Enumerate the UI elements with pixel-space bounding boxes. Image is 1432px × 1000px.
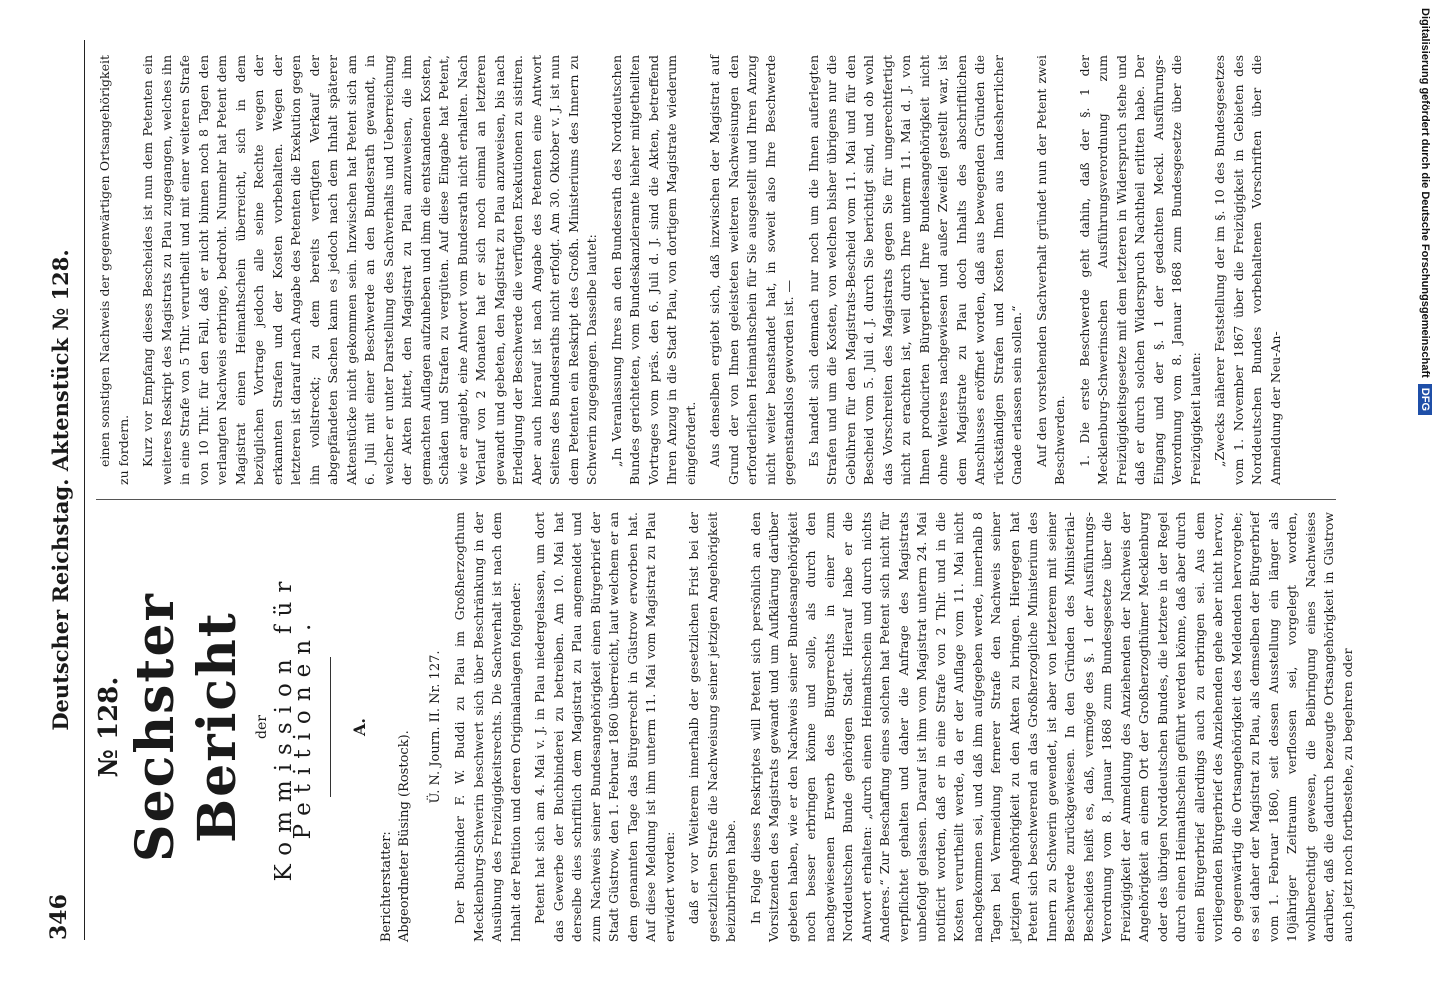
quoted-paragraph: Aus denselben ergiebt sich, daß inzwischen der Magistrat auf Grund der von Ihnen geleisteten weiteren Nachweisungen den erforderlichen Heimathschein für Sie ausgestellt und Ihren Anzug nicht weiter beanstandet hat, in soweit also Ihre Beschwerde gegenstandslos geworden ist. — (707, 55, 796, 485)
page-number: 346 (46, 894, 72, 940)
paragraph: Petent hat sich am 4. Mai v. J. in Plau niedergelassen, um dort das Gewerbe der Buchbinderei zu betreiben. Am 10. Mai hat derselbe dies schriftlich dem Magistrat zu Plau angemeldet und zum Nachweis seiner Bundesangehörigkeit einen Bürgerbrief der Stadt Güstrow, den 1. Februar 1860 überreicht, laut welchem er an dem genannten Tage das Bürgerrecht in Güstrow erworben hat. Auf diese Meldung ist ihm unterm 11. Mai vom Magistrat zu Plau erwidert worden: (532, 512, 677, 942)
title-connector: der (253, 715, 270, 739)
digitization-credit-text: Digitalisierung gefördert durch die Deutsche Forschungsgemeinschaft (1419, 8, 1431, 378)
page-header (40, 40, 85, 940)
paragraph: In Folge dieses Reskriptes will Petent sich persönlich an den Vorsitzenden des Magistrats gewandt und um Aufklärung darüber gebeten haben, wie er den Nachweis seiner Bundesangehörigkeit noch besser erbringen könne und solle, als durch den nachgewiesenen Erwerb des Bürgerrechts in einer zum Norddeutschen Bunde gehörigen Stadt. Hierauf habe er die Antwort erhalten: „durch einen Heimathschein und durch nichts Anderes.“ Zur Beschaffung eines solchen hat Petent sich nicht für verpflichtet gehalten und daher die Anfrage des Magistrats unbefolgt gelassen. Darauf ist ihm vom Magistrat unterm 24. Mai notificirt worden, daß er in eine Strafe von 2 Thlr. und in die Kosten verurtheilt werde, da er der Auflage vom 11. Mai nicht nachgekommen sei, und daß ihm aufgegeben werde, innerhalb 8 Tagen bei Vermeidung fernerer Strafe den Nachweis seiner jetzigen Angehörigkeit zu den Akten zu bringen. Hiergegen hat Petent sich beschwerend an das Großherzogliche Ministerium des Innern zu Schwerin gewendet, ist aber von letzterem mit seiner Beschwerde zurückgewiesen. In den Gründen des Ministerial-Bescheides heißt es, daß, vermöge des §. 1 der Ausführungs-Verordnung vom 8. Januar 1868 zum Bundesgesetze über die Freizügigkeit der Anmeldung des Anziehenden der Nachweis der Angehörigkeit an einem Ort der Großherzogthümer Mecklenburg oder des übrigen Norddeutschen Bundes, die letztere in der Regel durch einen Heimathschein geführt werden könne, daß aber durch einen Bürgerbrief allerdings auch zu erbringen sei. Aus dem vorliegenden Bürgerbrief des Anziehenden gehe aber nicht hervor, ob gegenwärtig die Ortsangehörigkeit des Meldenden hervorgehe; es sei daher der Magistrat zu Plau, als demselben der Bürgerbrief vom 1. Februar 1860, seit dessen Ausstellung ein länger als 10jähriger Zeitraum verflossen sei, vorgelegt worden, wohlberechtigt gewesen, die Beibringung eines Nachweises darüber, daß die dadurch bezeugte Ortsangehörigkeit in Güstrow auch jetzt noch fortbestehe, zu begehren oder (747, 512, 1355, 942)
left-column (96, 512, 1363, 942)
paragraph: Der Buchbinder F. W. Buddi zu Plau im Großherzogthum Mecklenburg-Schwerin beschwert sich über Beschränkung in der Ausübung des Freizügigkeitsrechts. Die Sachverhalt ist nach dem Inhalt der Petition und deren Originalanlagen folgender: (452, 512, 523, 942)
section-letter: A. (350, 718, 369, 736)
column-divider (96, 499, 1336, 500)
journal-reference: Ü. N. Journ. II. Nr. 127. (427, 650, 443, 804)
paragraph: „Zwecks näherer Feststellung der im §. 10 des Bundesgesetzes vom 1. November 1867 über die Freizügigkeit in Gebieten des Norddeutschen Bundes vorbehaltenen Vorschriften über die Anmeldung der Neu-An- (1212, 55, 1283, 485)
quoted-paragraph: „In Veranlassung Ihres an den Bundesrath des Norddeutschen Bundes gerichteten, vom Bundeskanzleramte hieher mitgetheilten Vortrages vom präs. den 6. Juli d. J. sind die Akten, betreffend Ihren Anzug in die Stadt Plau, von dortigem Magistrate wiederum eingefordert. (608, 55, 698, 485)
paragraph: Auf den vorstehenden Sachverhalt gründet nun der Petent zwei Beschwerden. (1033, 55, 1067, 485)
paragraph: einen sonstigen Nachweis der gegenwärtigen Ortsangehörigkeit zu fordern. (97, 55, 131, 485)
reporter-name: Abgeordneter Büsing (Rostock). (397, 730, 412, 942)
report-subtitle: Kommission für Petitionen. (271, 572, 316, 882)
paragraph: daß er vor Weiterem innerhalb der gesetzlichen Frist bei der gesetzlichen Strafe die Nachweisung seiner jetzigen Angehörigkeit beizubringen habe. (686, 512, 738, 942)
quoted-paragraph: Es handelt sich demnach nur noch um die Ihnen auferlegten Strafen und um die Kosten, von welchen bisher übrigens nur die Gebühren für den Magistrats-Bescheid vom 11. Mai und für den Bescheid vom 5. Juli d. J. durch Sie berichtigt sind, und ob wohl das Vorschreiten des Magistrats gegen Sie für ungerechtfertigt nicht zu erachten ist, weil durch Ihre unterm 11. Mai d. J. von Ihnen producirten Bürgerbrief Ihre Bundesangehörigkeit nicht ohne Weiteres nachgewiesen und außer Zweifel gestellt war, ist dem Magistrate zu Plau doch Inhalts des abschriftlichen Anschlusses eröffnet worden, daß aus bewegenden Gründen die rückständigen Strafen und Kosten Ihnen aus landesherrlicher Gnade erlassen sein sollen.“ (805, 55, 1024, 485)
document-number: № 128. (94, 676, 124, 778)
digitization-credit (1412, 8, 1432, 998)
right-column (96, 55, 1291, 485)
reporter-label: Berichterstatter: (378, 831, 394, 942)
paragraph: 1. Die erste Beschwerde geht dahin, daß der §. 1 der Mecklenburg-Schwerinschen Ausführungsverordnung zum Freizügigkeitsgesetze mit dem letzteren in Widerspruch stehe und daß er durch solchen Widerspruch Nachtheil erlitten habe. Der Eingang und der §. 1 der gedachten Meckl. Ausführungs-Verordnung vom 8. Januar 1868 zum Bundesgesetze über die Freizügigkeit lauten: (1076, 55, 1203, 485)
title-rule (330, 657, 331, 797)
dfg-logo: DFG (1418, 384, 1432, 415)
paragraph: Kurz vor Empfang dieses Bescheides ist nun dem Petenten ein weiteres Reskript des Magistrats zu Plau zugegangen, welches ihn in eine Strafe von 5 Thlr. verurtheilt und mit einer weiteren Strafe von 10 Thlr. für den Fall, daß er nicht binnen noch 8 Tagen den verlangten Nachweis erbringe, bedroht. Nunmehr hat Petent dem Magistrat einen Heimathschein überreicht, sich in dem bezüglichen Vortrage jedoch alle seine Rechte wegen der erkannten Strafen und der Kosten vorbehalten. Wegen der letzteren ist darauf nach Angabe des Petenten die Exekution gegen ihn vollstreckt; zu dem bereits verfügten Verkauf der abgepfändeten Sachen kann es jedoch nach dem Inhalt späterer Aktenstücke nicht gekommen sein. Inzwischen hat Petent sich am 6. Juli mit einer Beschwerde an den Bundesrath gewandt, in welcher er unter Darstellung des Sachverhalts und Ueberreichung der Akten bittet, den Magistrat zu Plau anzuweisen, die ihm gemachten Auflagen aufzuheben und ihm die entstandenen Kosten, Schäden und Strafen zu vergüten. Auf diese Eingabe hat Petent, wie er angiebt, eine Antwort vom Bundesrath nicht erhalten. Nach Verlauf von 2 Monaten hat er sich noch einmal an letzteren gewandt und gebeten, den Magistrat zu Plau anzuweisen, bis nach Erledigung der Beschwerde die verfügten Exekutionen zu sistiren. Aber auch hierauf ist nach Angabe des Petenten eine Antwort Seitens des Bundesraths nicht erfolgt. Am 30. Oktober v. J. ist nun dem Petenten ein Reskript des Großh. Ministeriums des Innern zu Schwerin zugegangen. Dasselbe lautet: (140, 55, 599, 485)
report-title: Sechster Bericht (124, 592, 248, 862)
running-title: Deutscher Reichstag. Aktenstück № 128. (48, 249, 73, 731)
